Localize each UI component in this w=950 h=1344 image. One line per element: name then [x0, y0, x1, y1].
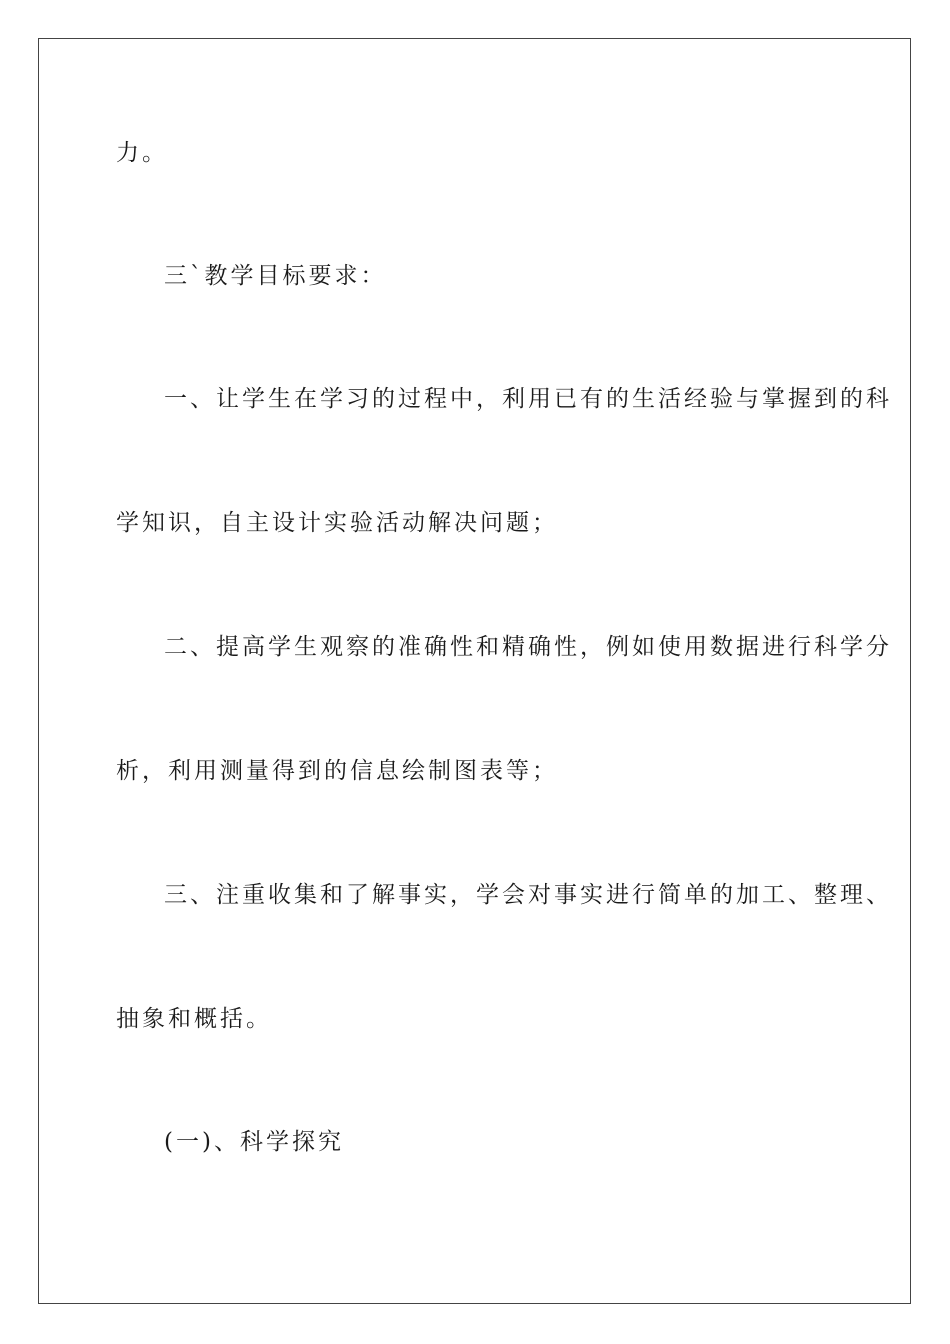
- goal-two-line-2: 析，利用测量得到的信息绘制图表等；: [116, 758, 558, 784]
- goal-two-line-1: 二、提高学生观察的准确性和精确性，例如使用数据进行科学分: [164, 634, 892, 660]
- paragraph-continuation: 力。: [116, 140, 168, 166]
- goal-three-line-1: 三、注重收集和了解事实，学会对事实进行简单的加工、整理、: [164, 882, 892, 908]
- goal-one-line-2: 学知识，自主设计实验活动解决问题；: [116, 510, 558, 536]
- goal-one-line-1: 一、让学生在学习的过程中，利用已有的生活经验与掌握到的科: [164, 386, 892, 412]
- subsection-heading-science-inquiry: (一)、科学探究: [164, 1129, 344, 1155]
- section-heading-teaching-goals: 三`教学目标要求：: [164, 263, 387, 289]
- page-frame: [38, 38, 911, 1304]
- goal-three-line-2: 抽象和概括。: [116, 1006, 272, 1032]
